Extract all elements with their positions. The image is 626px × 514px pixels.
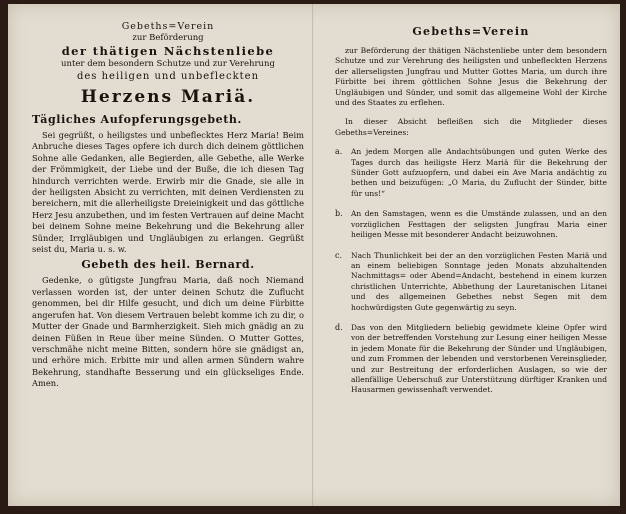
center-fold xyxy=(312,4,314,506)
list-item-label: a. xyxy=(335,147,343,157)
right-title: Gebeths=Verein xyxy=(412,25,530,38)
list-item xyxy=(335,323,607,396)
left-header-charity: der thätigen Nächstenliebe xyxy=(61,44,275,58)
list-item-text: An den Samstagen, wenn es die Umstände zulassen, und an den vorzüglichen Festtagen der seligsten Jungfrau Maria einer heiligen Messe mit besonderer Andacht beizuwohnen. xyxy=(351,209,607,240)
prayer-card xyxy=(8,4,620,506)
left-header-title: Herzens Mariä. xyxy=(80,87,256,107)
right-page xyxy=(335,20,607,500)
list-item xyxy=(335,251,607,313)
list-item-text: Das von den Mitgliedern beliebig gewidmete kleine Opfer wird von der betreffenden Vorstehung zur Lesung einer heiligen Messe in jedem Monate für die Bekehrung der Sünder und Ungläubigen, und zum Frommen der lebenden und verstorbenen Vereinsglieder, und zur Bestreitung der erforderlichen Auslagen, so wie der allenfällige Ueberschuß zur Unterstützung dürftiger Kranken und Hausarmen gewissenhaft verwendet. xyxy=(351,322,607,395)
left-header-protection: unter dem besondern Schutze und zur Verehrung xyxy=(61,59,275,69)
right-lead: In dieser Absicht befleißen sich die Mitglieder dieses Gebeths=Vereines: xyxy=(335,117,607,137)
left-header-society: Gebeths=Verein xyxy=(121,21,215,32)
left-page xyxy=(32,20,304,500)
list-item-label: c. xyxy=(335,250,343,260)
left-header-purpose: zur Beförderung xyxy=(132,33,204,43)
list-item-text: An jedem Morgen alle Andachtsübungen und guten Werke des Tages durch das heiligste Herz Mariä für die Bekehrung der Sünder Gott aufzuopfern, und dabei ein Ave Maria andächtig zu bethen und beizufügen: „O Maria, du Zuflucht der Sünder, bitte für uns!“ xyxy=(351,147,607,198)
section-heading-bernard-prayer: Gebeth des heil. Bernard. xyxy=(81,258,255,272)
list-item xyxy=(335,209,607,240)
list-item-text: Nach Thunlichkeit bei der an den vorzüglichen Festen Mariä und an einem beliebigen Sonntage jeden Monats abzuhaltenden Nachmittags= oder Abend=Andacht, bestehend in einem kurzen christlichen Unterrichte, Abbethung der Lauretanischen Litanei und des allgemeinen Gebethes nebst Segen mit dem hochwürdigsten Gute gegenwärtig zu seyn. xyxy=(351,250,607,312)
list-item xyxy=(335,147,607,199)
offering-prayer-text: Sei gegrüßt, o heiligstes und unbeflecktes Herz Maria! Beim Anbruche dieses Tages opfere ich durch dich deinem göttlichen Sohne alle Gedanken, alle Begierden, alle Gebethe, alle Werke der Frömmigkeit, der Liebe und der Buße, die ich diesen Tag hindurch verrichten werde. Erwirb mir die Gnade, sie alle in der heiligsten Absicht zu verrichten, mit deinen Verdiensten zu bereichern, mit die allerheiligste Dreieinigkeit und das göttliche Herz Jesu anzubethen, und im festen Vertrauen auf deine Macht bei deinem Sohne meine Bekehrung und die Bekehrung aller Sünder, Irrgläubigen und Ungläubigen zu erlangen. Gegrüßt seist du, Maria u. s. w. xyxy=(32,130,304,255)
list-item-label: d. xyxy=(335,322,343,332)
section-heading-offering-prayer: Tägliches Aufopferungsgebeth. xyxy=(32,113,242,126)
left-header-immaculate: des heiligen und unbefleckten xyxy=(76,71,260,82)
list-item-label: b. xyxy=(335,209,343,219)
bernard-prayer-text: Gedenke, o gütigste Jungfrau Maria, daß noch Niemand verlassen worden ist, der unter deinen Schutz die Zuflucht genommen, bei dir Hilfe gesucht, und dich um deine Fürbitte angerufen hat. Von diesem Vertrauen belebt komme ich zu dir, o Mutter der Gnade und Barmherzigkeit. Sieh mich gnädig an zu deinen Füßen in Reue über meine Sünden. O Mutter Gottes, verschmähe nicht meine Bitten, sondern höre sie gnädigst an, und erhöre mich. Erbitte mir und allen armen Sündern wahre Bekehrung, standhafte Besserung und ein glückseliges Ende. Amen. xyxy=(32,275,304,389)
right-intro: zur Beförderung der thätigen Nächstenliebe unter dem besondern Schutze und zur Verehrung des heiligsten und unbefleckten Herzens der allerseligsten Jungfrau und Mutter Gottes Maria, um durch ihre Fürbitte bei ihrem göttlichen Sohne Jesus die Bekehrung der Ungläubigen und Sünder, und somit das allgemeine Wohl der Kirche und des Staates zu erflehen. xyxy=(335,46,607,108)
